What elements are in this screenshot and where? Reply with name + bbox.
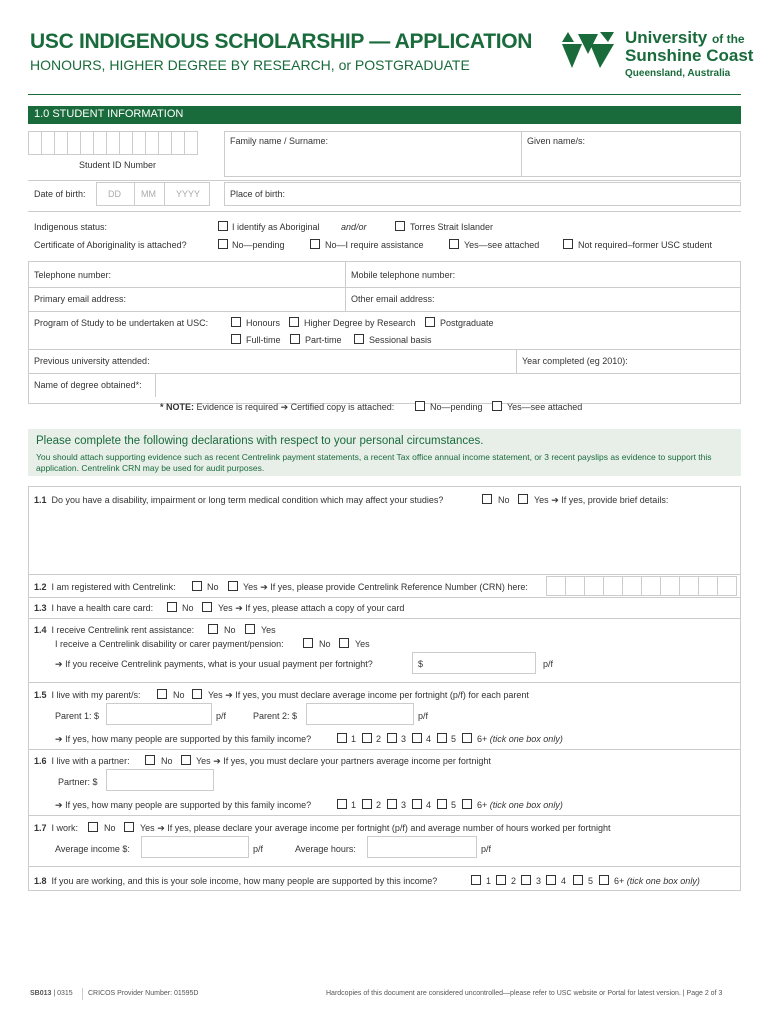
tsi-label: Torres Strait Islander xyxy=(410,222,494,232)
q14a-no-label: No xyxy=(224,625,236,635)
q14b-yes-checkbox[interactable] xyxy=(339,638,349,648)
place-of-birth-field[interactable] xyxy=(224,182,741,206)
q18-count-1[interactable] xyxy=(471,875,481,885)
q18-count-6[interactable] xyxy=(599,875,609,885)
q16-count-6-label: 6+ (tick one box only) xyxy=(477,800,563,810)
parent1-input[interactable] xyxy=(106,703,212,725)
declarations-body: You should attach supporting evidence such as recent Centrelink payment statements, a recent Tax office annual income statement, or 3 recent payslips as evidence to support this application. Centrelink CRN may be used for audit purposes. xyxy=(36,452,712,473)
sessional-label: Sessional basis xyxy=(369,335,432,345)
q11-details-area[interactable] xyxy=(34,510,734,570)
arrow-icon: ➔ xyxy=(55,800,63,810)
q15-count-4[interactable] xyxy=(412,733,422,743)
q15-count-2-label: 2 xyxy=(376,734,382,744)
q16-no-label: No xyxy=(161,756,173,766)
cert-no-assist-checkbox[interactable] xyxy=(310,239,320,249)
parent2-label: Parent 2: $ xyxy=(253,711,298,721)
mobile-label: Mobile telephone number: xyxy=(351,270,456,280)
q16-count-3-label: 3 xyxy=(401,800,407,810)
student-id-label: Student ID Number xyxy=(79,160,157,170)
arrow-icon: ➔ xyxy=(280,402,289,412)
q16-yes-checkbox[interactable] xyxy=(181,755,191,765)
q17-yes-checkbox[interactable] xyxy=(124,822,134,832)
prev-uni-input[interactable] xyxy=(165,351,510,371)
q15-count-2[interactable] xyxy=(362,733,372,743)
andor-label: and/or xyxy=(341,222,367,232)
cert-no-pending-checkbox[interactable] xyxy=(218,239,228,249)
arrow-icon: ➔ xyxy=(260,582,268,592)
q14a-text: 1.4 I receive Centrelink rent assistance: xyxy=(34,625,195,635)
q11-yes-checkbox[interactable] xyxy=(518,494,528,504)
q14a-yes-label: Yes xyxy=(261,625,276,635)
parent1-label: Parent 1: $ xyxy=(55,711,100,721)
logo-sunshine-coast: Sunshine Coast xyxy=(625,46,754,65)
q18-text: 1.8 If you are working, and this is your sole income, how many people are supported by this income? xyxy=(34,876,438,886)
form-subtitle: HONOURS, HIGHER DEGREE BY RESEARCH, or POSTGRADUATE xyxy=(30,57,470,73)
q15-yes-text: Yes ➔ If yes, you must declare average income per fortnight (p/f) for each parent xyxy=(208,690,529,700)
q18-count-1-label: 1 xyxy=(486,876,492,886)
avg-income-pf: p/f xyxy=(253,844,264,854)
postgrad-label: Postgraduate xyxy=(440,318,494,328)
q18-count-3[interactable] xyxy=(521,875,531,885)
footer-disclaimer: Hardcopies of this document are considered uncontrolled—please refer to USC website or Portal for latest version. | Page 2 of 3 xyxy=(326,990,723,997)
q15-no-label: No xyxy=(173,690,185,700)
logo-queensland: Queensland, Australia xyxy=(625,68,731,79)
q15-count-6-label: 6+ (tick one box only) xyxy=(477,734,563,744)
q18-count-2-label: 2 xyxy=(511,876,517,886)
q12-no-label: No xyxy=(207,582,219,592)
telephone-input[interactable] xyxy=(100,263,340,285)
student-id-boxes[interactable] xyxy=(28,131,209,155)
program-label: Program of Study to be undertaken at USC: xyxy=(34,318,209,328)
note-yes-label: Yes—see attached xyxy=(507,402,583,412)
q18-count-6-label: 6+ (tick one box only) xyxy=(614,876,700,886)
q11-no-label: No xyxy=(498,495,510,505)
q14c-text: ➔ If you receive Centrelink payments, what is your usual payment per fortnight? xyxy=(55,659,373,669)
q12-yes-text: Yes ➔ If yes, please provide Centrelink Reference Number (CRN) here: xyxy=(243,582,528,592)
note-yes-checkbox[interactable] xyxy=(492,401,502,411)
q11-yes-text: Yes ➔ If yes, provide brief details: xyxy=(534,495,669,505)
cert-yes-checkbox[interactable] xyxy=(449,239,459,249)
section-title: 1.0 STUDENT INFORMATION xyxy=(28,106,741,124)
q12-yes-checkbox[interactable] xyxy=(228,581,238,591)
arrow-icon: ➔ xyxy=(213,756,221,766)
q16-count-1-label: 1 xyxy=(351,800,357,810)
arrow-icon: ➔ xyxy=(157,823,165,833)
crn-boxes[interactable] xyxy=(546,576,737,596)
avg-hours-input[interactable] xyxy=(367,836,477,858)
q11-no-checkbox[interactable] xyxy=(482,494,492,504)
q12-text: 1.2 I am registered with Centrelink: xyxy=(34,582,176,592)
q17-yes-text: Yes ➔ If yes, please declare your average income per fortnight (p/f) and average number of hours worked per fortnight xyxy=(140,823,611,833)
aboriginal-checkbox[interactable] xyxy=(218,221,228,231)
dob-mm: MM xyxy=(141,189,156,199)
avg-hours-pf: p/f xyxy=(481,844,492,854)
q15-count-5-label: 5 xyxy=(451,734,457,744)
partner-input[interactable] xyxy=(106,769,214,791)
degree-name-label: Name of degree obtained*: xyxy=(34,380,142,390)
declarations-heading: Please complete the following declarations with respect to your personal circumstances. xyxy=(36,435,484,447)
q13-yes-checkbox[interactable] xyxy=(202,602,212,612)
logo-university: University of the xyxy=(625,28,745,47)
avg-hours-label: Average hours: xyxy=(295,844,356,854)
honours-checkbox[interactable] xyxy=(231,317,241,327)
q16-count-5-label: 5 xyxy=(451,800,457,810)
family-name-label: Family name / Surname: xyxy=(230,136,329,146)
q18-count-5[interactable] xyxy=(573,875,583,885)
q14c-dollar: $ xyxy=(418,659,424,669)
sessional-checkbox[interactable] xyxy=(354,334,364,344)
parent2-pf: p/f xyxy=(418,711,429,721)
q14b-text: I receive a Centrelink disability or carer payment/pension: xyxy=(55,639,284,649)
email-input[interactable] xyxy=(140,289,340,309)
parttime-label: Part-time xyxy=(305,335,342,345)
aboriginal-label: I identify as Aboriginal xyxy=(232,222,320,232)
degree-name-input[interactable] xyxy=(157,375,737,395)
arrow-icon: ➔ xyxy=(235,603,243,613)
evidence-note: * NOTE: Evidence is required ➔ Certified copy is attached: xyxy=(160,402,395,412)
email-label: Primary email address: xyxy=(34,294,127,304)
q14c-amount-input[interactable] xyxy=(412,652,536,674)
q14b-no-checkbox[interactable] xyxy=(303,638,313,648)
arrow-icon: ➔ xyxy=(225,690,233,700)
q18-count-4-label: 4 xyxy=(561,876,567,886)
q18-count-4[interactable] xyxy=(546,875,556,885)
q16-yes-text: Yes ➔ If yes, you must declare your partners average income per fortnight xyxy=(196,756,491,766)
footer-cricos: CRICOS Provider Number: 01595D xyxy=(88,990,199,997)
telephone-label: Telephone number: xyxy=(34,270,112,280)
q15-count-5[interactable] xyxy=(437,733,447,743)
q12-no-checkbox[interactable] xyxy=(192,581,202,591)
parttime-checkbox[interactable] xyxy=(290,334,300,344)
postgrad-checkbox[interactable] xyxy=(425,317,435,327)
q15-family-text: ➔ If yes, how many people are supported by this family income? xyxy=(55,734,312,744)
parent1-pf: p/f xyxy=(216,711,227,721)
q14c-pf: p/f xyxy=(543,659,554,669)
tsi-checkbox[interactable] xyxy=(395,221,405,231)
other-email-label: Other email address: xyxy=(351,294,435,304)
q14a-no-checkbox[interactable] xyxy=(208,624,218,634)
q15-text: 1.5 I live with my parent/s: xyxy=(34,690,141,700)
honours-label: Honours xyxy=(246,318,281,328)
hdr-checkbox[interactable] xyxy=(289,317,299,327)
footer-code: SB013 | 0315 xyxy=(30,990,73,997)
form-title: USC INDIGENOUS SCHOLARSHIP — APPLICATION xyxy=(30,30,533,53)
cert-no-assist-label: No—I require assistance xyxy=(325,240,424,250)
year-completed-input[interactable] xyxy=(640,351,738,371)
given-names-label: Given name/s: xyxy=(527,136,586,146)
partner-label: Partner: $ xyxy=(58,777,98,787)
fulltime-label: Full-time xyxy=(246,335,281,345)
mobile-input[interactable] xyxy=(470,263,738,285)
q15-count-3-label: 3 xyxy=(401,734,407,744)
q13-no-label: No xyxy=(182,603,194,613)
q16-count-3[interactable] xyxy=(387,799,397,809)
q15-no-checkbox[interactable] xyxy=(157,689,167,699)
q16-count-5[interactable] xyxy=(437,799,447,809)
q15-count-6[interactable] xyxy=(462,733,472,743)
q16-count-6[interactable] xyxy=(462,799,472,809)
q17-no-checkbox[interactable] xyxy=(88,822,98,832)
year-completed-label: Year completed (eg 2010): xyxy=(522,356,628,366)
q14b-no-label: No xyxy=(319,639,331,649)
q17-text: 1.7 I work: xyxy=(34,823,79,833)
note-no-pending-label: No—pending xyxy=(430,402,483,412)
dob-label: Date of birth: xyxy=(34,189,86,199)
q18-count-3-label: 3 xyxy=(536,876,542,886)
q14b-yes-label: Yes xyxy=(355,639,370,649)
q16-count-4-label: 4 xyxy=(426,800,432,810)
q16-count-1[interactable] xyxy=(337,799,347,809)
parent2-input[interactable] xyxy=(306,703,414,725)
note-no-pending-checkbox[interactable] xyxy=(415,401,425,411)
cert-not-required-checkbox[interactable] xyxy=(563,239,573,249)
dob-yyyy: YYYY xyxy=(176,189,201,199)
q15-yes-checkbox[interactable] xyxy=(192,689,202,699)
fulltime-checkbox[interactable] xyxy=(231,334,241,344)
q16-count-2[interactable] xyxy=(362,799,372,809)
indigenous-status-label: Indigenous status: xyxy=(34,222,108,232)
certificate-label: Certificate of Aboriginality is attached? xyxy=(34,240,187,250)
q16-count-2-label: 2 xyxy=(376,800,382,810)
q11-text: 1.1 Do you have a disability, impairment or long term medical condition which may affect your studies? xyxy=(34,495,444,505)
q16-family-text: ➔ If yes, how many people are supported by this family income? xyxy=(55,800,312,810)
cert-no-pending-label: No—pending xyxy=(232,240,285,250)
dob-dd: DD xyxy=(108,189,121,199)
q14a-yes-checkbox[interactable] xyxy=(245,624,255,634)
avg-income-label: Average income $: xyxy=(55,844,130,854)
q13-no-checkbox[interactable] xyxy=(167,602,177,612)
q15-count-1-label: 1 xyxy=(351,734,357,744)
q13-text: 1.3 I have a health care card: xyxy=(34,603,154,613)
cert-not-required-label: Not required–former USC student xyxy=(578,240,713,250)
q16-count-4[interactable] xyxy=(412,799,422,809)
prev-uni-label: Previous university attended: xyxy=(34,356,150,366)
place-of-birth-label: Place of birth: xyxy=(230,189,286,199)
hdr-label: Higher Degree by Research xyxy=(304,318,416,328)
q18-count-5-label: 5 xyxy=(588,876,594,886)
q18-count-2[interactable] xyxy=(496,875,506,885)
cert-yes-label: Yes—see attached xyxy=(464,240,540,250)
q16-text: 1.6 I live with a partner: xyxy=(34,756,130,766)
arrow-icon: ➔ xyxy=(55,659,63,669)
q15-count-1[interactable] xyxy=(337,733,347,743)
q13-yes-text: Yes ➔ If yes, please attach a copy of your card xyxy=(218,603,405,613)
header-divider xyxy=(28,94,741,95)
usc-logo-icon xyxy=(560,30,616,70)
avg-income-input[interactable] xyxy=(141,836,249,858)
q15-count-3[interactable] xyxy=(387,733,397,743)
q16-no-checkbox[interactable] xyxy=(145,755,155,765)
arrow-icon: ➔ xyxy=(55,734,63,744)
arrow-icon: ➔ xyxy=(551,495,559,505)
q17-no-label: No xyxy=(104,823,116,833)
q15-count-4-label: 4 xyxy=(426,734,432,744)
other-email-input[interactable] xyxy=(450,289,738,309)
